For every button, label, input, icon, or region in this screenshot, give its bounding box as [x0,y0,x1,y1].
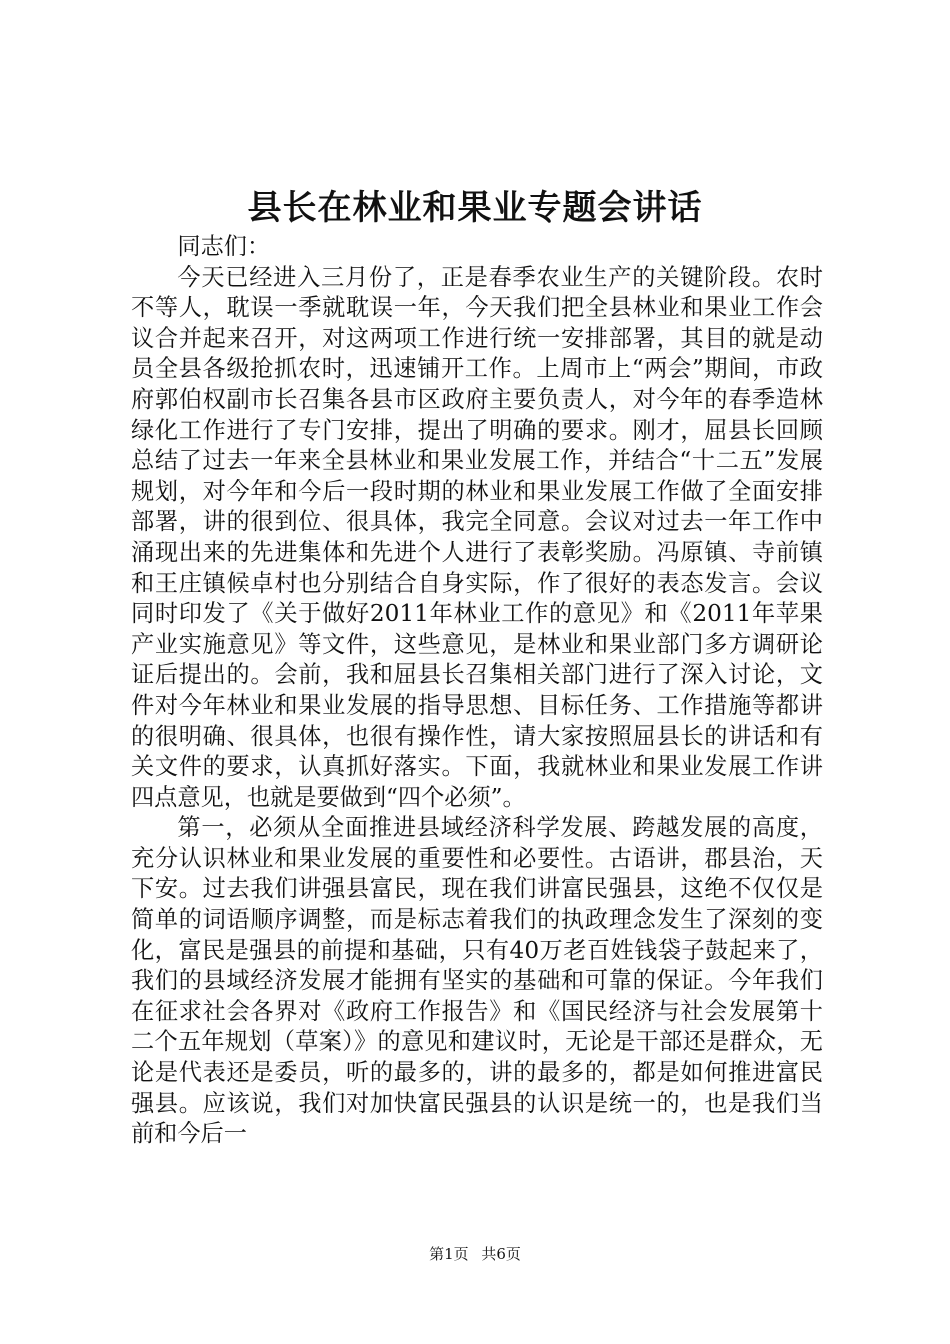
body-paragraph: 第一，必须从全面推进县域经济科学发展、跨越发展的高度，充分认识林业和果业发展的重要性和必要性。古语讲，郡县治，天下安。过去我们讲强县富民，现在我们讲富民强县，这绝不仅仅是简单的词语顺序调整，而是标志着我们的执政理念发生了深刻的变化，富民是强县的前提和基础，只有40万老百姓钱袋子鼓起来了，我们的县域经济发展才能拥有坚实的基础和可靠的保证。今年我们在征求社会各界对《政府工作报告》和《国民经济与社会发展第十二个五年规划（草案）》的意见和建议时，无论是干部还是群众，无论是代表还是委员，听的最多的，讲的最多的，都是如何推进富民强县。应该说，我们对加快富民强县的认识是统一的，也是我们当前和今后一 [131,814,823,1148]
page-footer [0,1244,950,1264]
body-paragraph: 今天已经进入三月份了，正是春季农业生产的关键阶段。农时不等人，耽误一季就耽误一年，今天我们把全县林业和果业工作会议合并起来召开，对这两项工作进行统一安排部署，其目的就是动员全县各级抢抓农时，迅速铺开工作。上周市上“两会”期间，市政府郭伯权副市长召集各县市区政府主要负责人，对今年的春季造林绿化工作进行了专门安排，提出了明确的要求。刚才，屈县长回顾总结了过去一年来全县林业和果业发展工作，并结合“十二五”发展规划，对今年和今后一段时期的林业和果业发展工作做了全面安排部署，讲的很到位、很具体，我完全同意。会议对过去一年工作中涌现出来的先进集体和先进个人进行了表彰奖励。冯原镇、寺前镇和王庄镇候卓村也分别结合自身实际，作了很好的表态发言。会议同时印发了《关于做好2011年林业工作的意见》和《2011年苹果产业实施意见》等文件，这些意见，是林业和果业部门多方调研论证后提出的。会前，我和屈县长召集相关部门进行了深入讨论，文件对今年林业和果业发展的指导思想、目标任务、工作措施等都讲的很明确、很具体，也很有操作性，请大家按照屈县长的讲话和有关文件的要求，认真抓好落实。下面，我就林业和果业发展工作讲四点意见，也就是要做到“四个必须”。 [131,263,823,811]
greeting-paragraph: 同志们： [177,233,271,260]
document-title: 县长在林业和果业专题会讲话 [247,188,703,228]
page-total: 共6页 [481,1245,521,1263]
page-number: 第1页 [429,1245,469,1263]
document-body [131,232,823,1150]
